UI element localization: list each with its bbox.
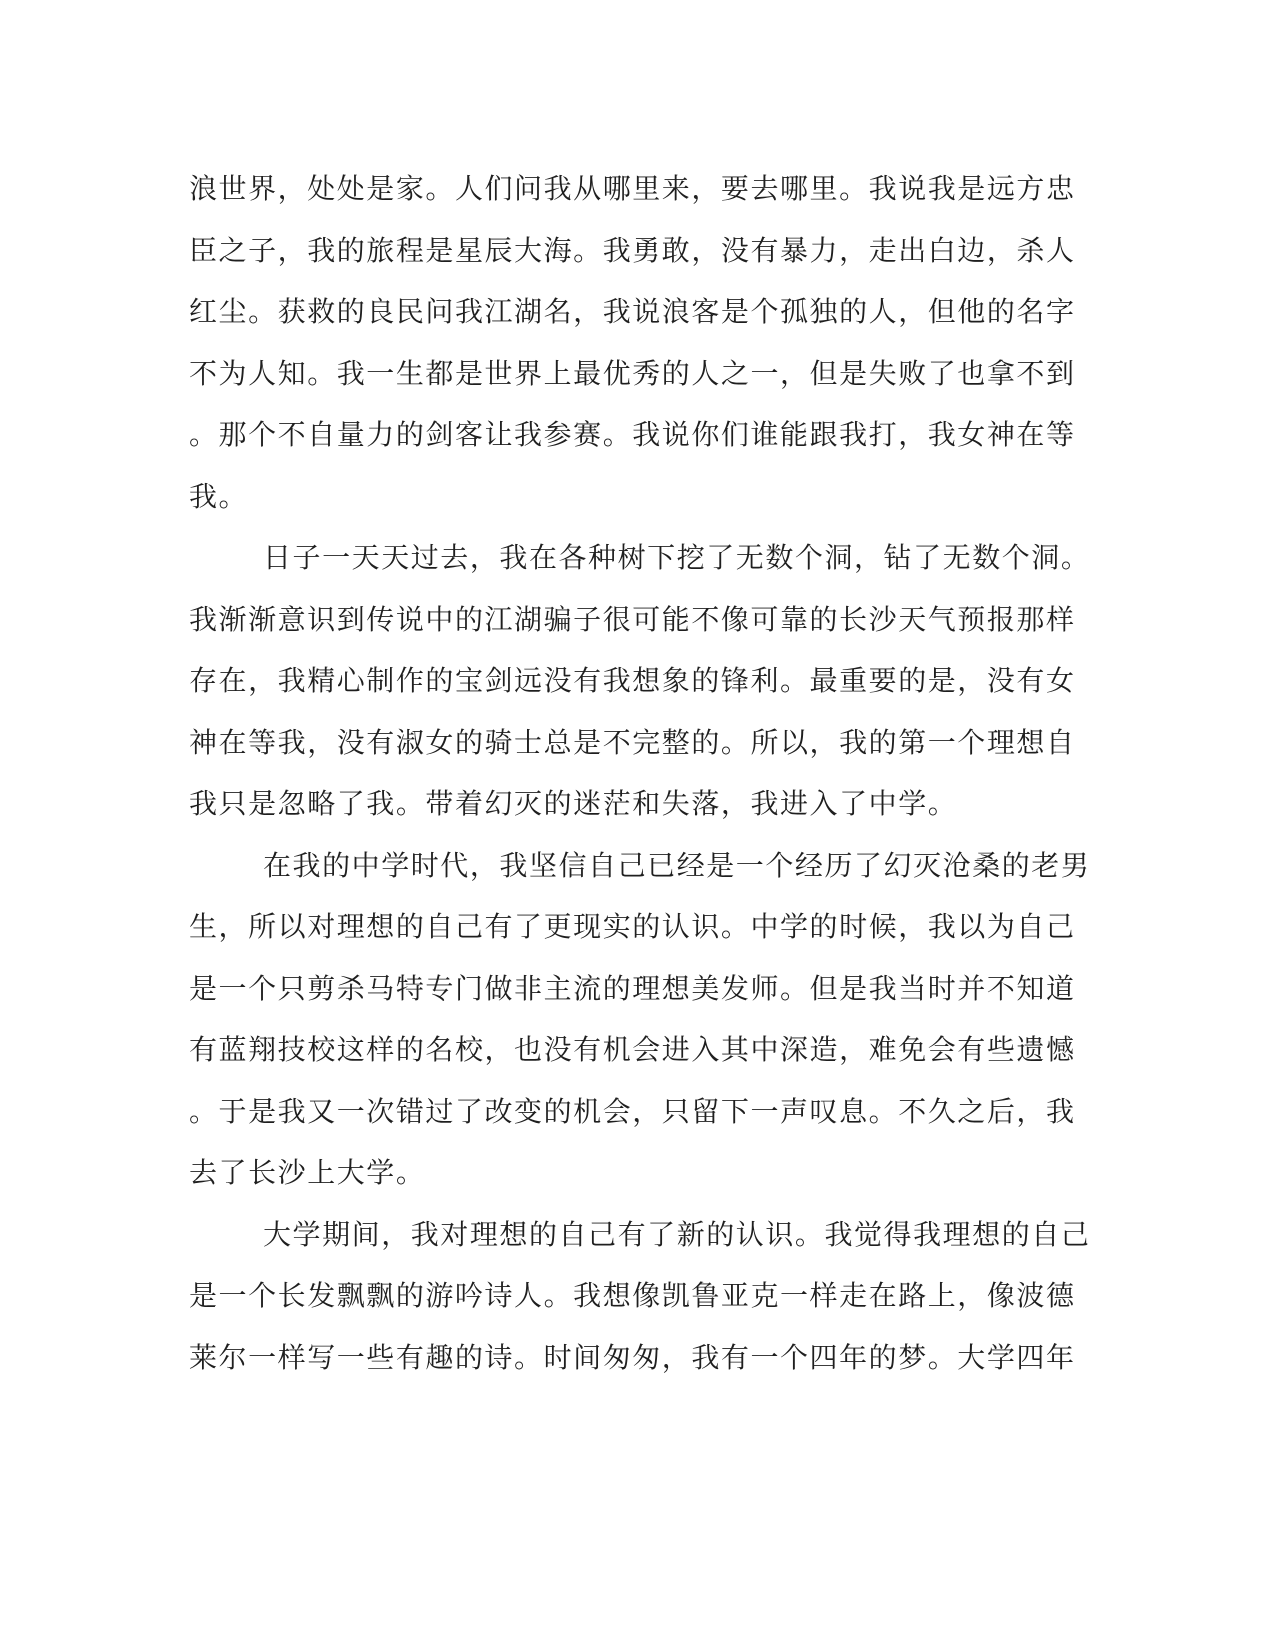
text-line: 有蓝翔技校这样的名校，也没有机会进入其中深造，难免会有些遗憾 xyxy=(189,1033,1076,1066)
paragraph-first-line: 在我的中学时代，我坚信自己已经是一个经历了幻灭沧桑的老男 xyxy=(263,848,1091,882)
text-line: 去了长沙上大学。 xyxy=(189,1156,426,1189)
text-line: 。于是我又一次错过了改变的机会，只留下一声叹息。不久之后，我 xyxy=(189,1094,1076,1128)
text-line: 我渐渐意识到传说中的江湖骗子很可能不像可靠的长沙天气预报那样 xyxy=(189,602,1076,636)
text-line: 莱尔一样写一些有趣的诗。时间匆匆，我有一个四年的梦。大学四年 xyxy=(189,1340,1076,1374)
text-line: 我只是忽略了我。带着幻灭的迷茫和失落，我进入了中学。 xyxy=(189,787,958,820)
text-line: 我。 xyxy=(189,479,249,513)
text-line: 是一个只剪杀马特专门做非主流的理想美发师。但是我当时并不知道 xyxy=(189,971,1076,1005)
text-line: 是一个长发飘飘的游吟诗人。我想像凯鲁亚克一样走在路上，像波德 xyxy=(189,1279,1076,1312)
text-line: 红尘。获救的良民问我江湖名，我说浪客是个孤独的人，但他的名字 xyxy=(189,295,1076,328)
text-line: 不为人知。我一生都是世界上最优秀的人之一，但是失败了也拿不到 xyxy=(189,356,1076,390)
paragraph-first-line: 大学期间，我对理想的自己有了新的认识。我觉得我理想的自己 xyxy=(263,1217,1091,1251)
body-text xyxy=(189,158,1091,1388)
text-line: 生，所以对理想的自己有了更现实的认识。中学的时候，我以为自己 xyxy=(189,910,1076,943)
text-line: 浪世界，处处是家。人们问我从哪里来，要去哪里。我说我是远方忠 xyxy=(189,172,1076,205)
text-line: 。那个不自量力的剑客让我参赛。我说你们谁能跟我打，我女神在等 xyxy=(189,418,1076,451)
text-line: 臣之子，我的旅程是星辰大海。我勇敢，没有暴力，走出白边，杀人 xyxy=(189,233,1076,267)
text-line: 神在等我，没有淑女的骑士总是不完整的。所以，我的第一个理想自 xyxy=(189,725,1076,759)
paragraph-first-line: 日子一天天过去，我在各种树下挖了无数个洞，钻了无数个洞。 xyxy=(263,541,1091,574)
text-line: 存在，我精心制作的宝剑远没有我想象的锋利。最重要的是，没有女 xyxy=(189,664,1076,697)
